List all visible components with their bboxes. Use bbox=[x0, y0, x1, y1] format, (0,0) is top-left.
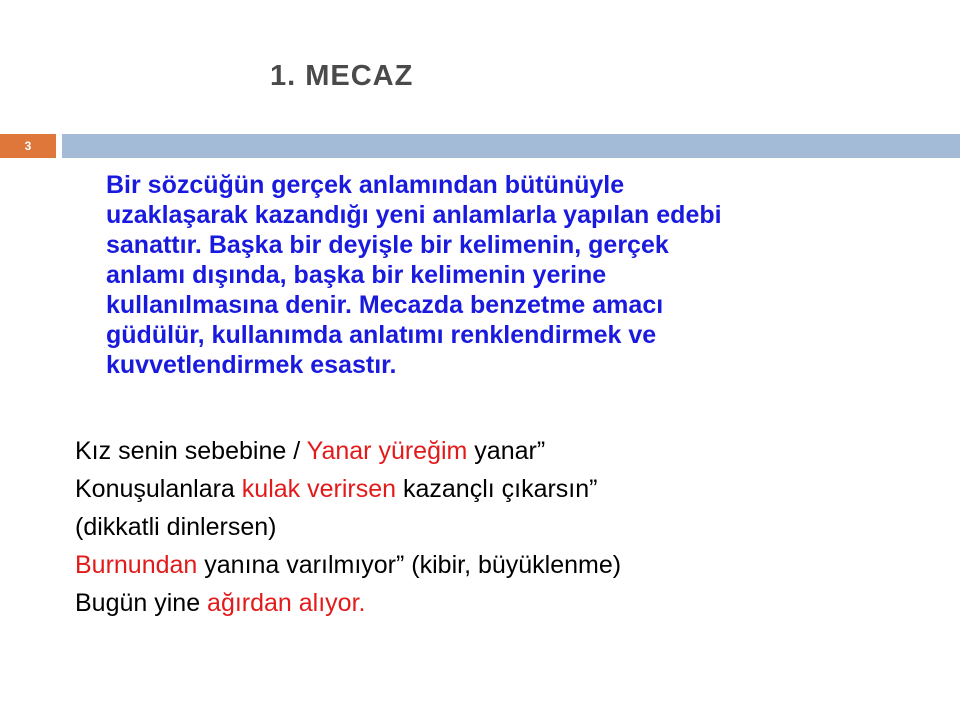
examples-list bbox=[75, 432, 935, 622]
example-text: yanar” bbox=[467, 437, 546, 465]
example-highlight: kulak verirsen bbox=[241, 475, 397, 503]
definition-line: uzaklaşarak kazandığı yeni anlamlarla yapılan edebi bbox=[106, 201, 722, 229]
definition-line: sanattır. Başka bir deyişle bir kelimenin, gerçek bbox=[106, 231, 669, 259]
example-text: Kız senin sebebine / bbox=[75, 437, 307, 465]
example-text: Bugün yine bbox=[75, 589, 208, 617]
slide-number-badge: 3 bbox=[0, 134, 56, 158]
example-line bbox=[75, 546, 935, 584]
example-highlight: Burnundan bbox=[75, 551, 198, 579]
example-text: yanına varılmıyor” (kibir, büyüklenme) bbox=[197, 551, 622, 579]
definition-line: kuvvetlendirmek esastır. bbox=[106, 351, 397, 379]
example-text: Konuşulanlara bbox=[75, 475, 242, 503]
example-line bbox=[75, 584, 935, 622]
definition-line: güdülür, kullanımda anlatımı renklendirmek ve bbox=[106, 321, 657, 349]
slide-title: 1. MECAZ bbox=[270, 60, 414, 92]
example-text: kazançlı çıkarsın” bbox=[396, 475, 598, 503]
example-line bbox=[75, 432, 935, 470]
example-highlight: Yanar yüreğim bbox=[306, 437, 468, 465]
example-line bbox=[75, 508, 935, 546]
header-divider-bar bbox=[62, 134, 960, 158]
definition-line: Bir sözcüğün gerçek anlamından bütünüyle bbox=[106, 171, 625, 199]
example-text: (dikkatli dinlersen) bbox=[75, 513, 277, 541]
definition-paragraph bbox=[106, 170, 906, 380]
definition-line: anlamı dışında, başka bir kelimenin yerine bbox=[106, 261, 607, 289]
definition-line: kullanılmasına denir. Mecazda benzetme amacı bbox=[106, 291, 664, 319]
example-highlight: ağırdan alıyor. bbox=[207, 589, 366, 617]
example-line bbox=[75, 470, 935, 508]
